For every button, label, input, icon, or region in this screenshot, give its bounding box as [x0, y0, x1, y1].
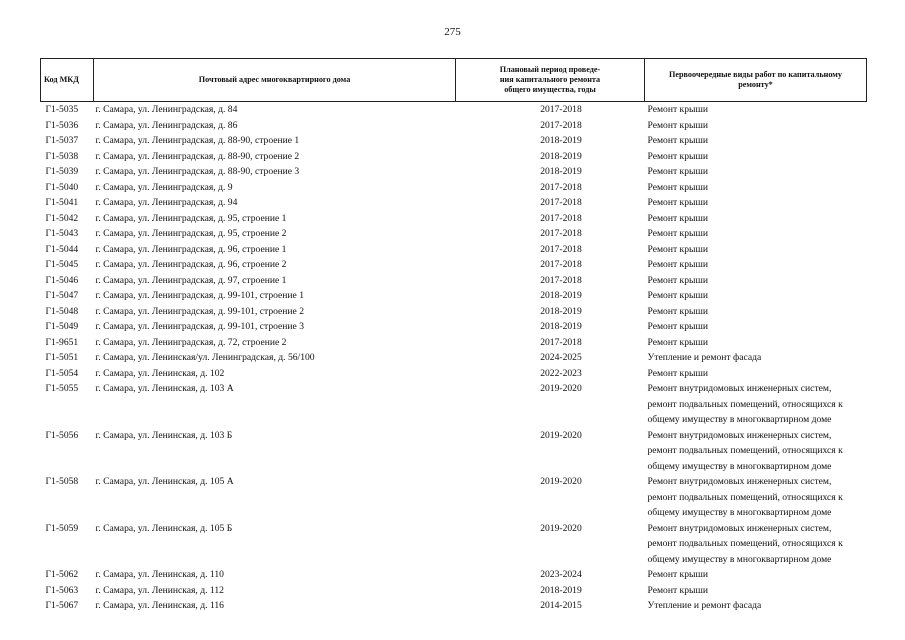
- code-cell: Г1-5042: [45, 212, 79, 224]
- period-cell: 2014-2015: [540, 600, 582, 611]
- work-cell: [645, 242, 867, 258]
- work-line: общему имуществу в многоквартирном доме: [647, 553, 832, 565]
- work-cell: [645, 521, 867, 568]
- period-cell: 2017-2018: [540, 274, 582, 286]
- work-line: Ремонт крыши: [647, 321, 708, 332]
- work-line: Ремонт крыши: [647, 181, 708, 193]
- period-cell: 2024-2025: [540, 352, 582, 363]
- code-cell: Г1-5036: [45, 119, 79, 131]
- page-number: 275: [444, 26, 461, 38]
- table-row: [41, 428, 867, 475]
- period-cell: 2017-2018: [540, 104, 582, 115]
- address-cell: г. Самара, ул. Ленинская, д. 103 Б: [95, 429, 233, 441]
- work-cell: [645, 381, 867, 428]
- address-cell: г. Самара, ул. Ленинградская, д. 99-101, строение 2: [95, 305, 305, 317]
- address-cell: г. Самара, ул. Ленинская, д. 103 А: [95, 383, 234, 394]
- code-cell: Г1-5059: [45, 522, 79, 534]
- address-cell: г. Самара, ул. Ленинградская, д. 9: [95, 181, 233, 193]
- work-line: Ремонт крыши: [647, 212, 708, 224]
- work-line: общему имуществу в многоквартирном доме: [647, 507, 832, 518]
- table-row: [41, 195, 867, 211]
- address-cell: г. Самара, ул. Ленинградская, д. 97, строение 1: [95, 274, 287, 286]
- table-row: [41, 319, 867, 335]
- table-row: [41, 273, 867, 289]
- work-cell: [645, 164, 867, 180]
- column-header-work: Первоочередные виды работ по капитальному ремонту*: [645, 59, 867, 102]
- address-cell: г. Самара, ул. Ленинградская, д. 99-101, строение 3: [95, 321, 305, 332]
- code-cell: Г1-5063: [45, 584, 79, 596]
- code-cell: Г1-5054: [45, 367, 79, 379]
- address-cell: г. Самара, ул. Ленинская, д. 110: [95, 569, 224, 580]
- period-cell: 2018-2019: [540, 305, 582, 317]
- address-cell: г. Самара, ул. Ленинградская, д. 88-90, строение 1: [95, 135, 300, 146]
- work-line: общему имуществу в многоквартирном доме: [647, 460, 832, 472]
- period-cell: 2019-2020: [540, 522, 582, 534]
- table-row: [41, 366, 867, 382]
- period-cell: 2017-2018: [540, 119, 582, 131]
- code-cell: Г1-5062: [45, 569, 79, 580]
- code-cell: Г1-5046: [45, 274, 79, 286]
- work-line: Ремонт крыши: [647, 243, 708, 255]
- work-line: Ремонт крыши: [647, 197, 708, 208]
- code-cell: Г1-5047: [45, 290, 79, 301]
- work-line: Ремонт крыши: [647, 367, 708, 379]
- address-cell: г. Самара, ул. Ленинградская, д. 95, строение 1: [95, 212, 287, 224]
- code-cell: Г1-5043: [45, 228, 79, 239]
- work-line: Ремонт внутридомовых инженерных систем,: [647, 383, 832, 394]
- work-line: ремонт подвальных помещений, относящихся к: [647, 398, 843, 410]
- address-cell: г. Самара, ул. Ленинградская, д. 88-90, строение 2: [95, 150, 300, 162]
- address-cell: г. Самара, ул. Ленинская, д. 112: [95, 584, 224, 596]
- column-header-address: Почтовый адрес многоквартирного дома: [94, 59, 456, 102]
- table-header: [41, 59, 867, 102]
- work-cell: [645, 567, 867, 583]
- code-cell: Г1-5035: [45, 104, 79, 115]
- work-line: Ремонт крыши: [647, 336, 708, 348]
- work-cell: [645, 149, 867, 165]
- address-cell: г. Самара, ул. Ленинская/ул. Ленинградская, д. 56/100: [95, 352, 315, 363]
- work-cell: [645, 335, 867, 351]
- table-row: [41, 304, 867, 320]
- period-cell: 2019-2020: [540, 383, 582, 394]
- code-cell: Г1-5058: [45, 476, 79, 487]
- column-header-code: Код МКД: [41, 59, 94, 102]
- address-cell: г. Самара, ул. Ленинградская, д. 95, строение 2: [95, 228, 287, 239]
- code-cell: Г1-5067: [45, 600, 79, 611]
- work-line: ремонт подвальных помещений, относящихся к: [647, 538, 843, 549]
- period-cell: 2018-2019: [540, 321, 582, 332]
- table-row: [41, 211, 867, 227]
- work-cell: [645, 366, 867, 382]
- address-cell: г. Самара, ул. Ленинградская, д. 99-101, строение 1: [95, 290, 305, 301]
- period-cell: 2017-2018: [540, 259, 582, 270]
- table-row: [41, 521, 867, 568]
- work-cell: [645, 273, 867, 289]
- code-cell: Г1-5039: [45, 166, 79, 177]
- address-cell: г. Самара, ул. Ленинская, д. 102: [95, 367, 225, 379]
- table-row: [41, 102, 867, 118]
- code-cell: Г1-5051: [45, 352, 79, 363]
- work-line: Ремонт крыши: [647, 104, 708, 115]
- code-cell: Г1-5038: [45, 150, 79, 162]
- work-cell: [645, 319, 867, 335]
- work-cell: [645, 195, 867, 211]
- period-cell: 2017-2018: [540, 243, 582, 255]
- address-cell: г. Самара, ул. Ленинская, д. 105 А: [95, 476, 234, 487]
- code-cell: Г1-5044: [45, 243, 79, 255]
- table-row: [41, 350, 867, 366]
- table-body: [41, 102, 867, 614]
- work-cell: [645, 180, 867, 196]
- table-row: [41, 474, 867, 521]
- work-cell: [645, 133, 867, 149]
- work-cell: [645, 350, 867, 366]
- period-cell: 2018-2019: [540, 166, 582, 177]
- work-cell: [645, 102, 867, 118]
- work-line: Ремонт крыши: [647, 290, 708, 301]
- housing-register-table: [40, 58, 867, 614]
- work-line: ремонт подвальных помещений, относящихся к: [647, 491, 843, 503]
- table-row: [41, 118, 867, 134]
- period-cell: 2017-2018: [540, 197, 582, 208]
- table-row: [41, 226, 867, 242]
- code-cell: Г1-5040: [45, 181, 79, 193]
- code-cell: Г1-5049: [45, 321, 79, 332]
- address-cell: г. Самара, ул. Ленинградская, д. 96, строение 1: [95, 243, 287, 255]
- period-cell: 2017-2018: [540, 228, 582, 239]
- code-cell: Г1-5055: [45, 383, 79, 394]
- work-line: Ремонт крыши: [647, 119, 708, 131]
- address-cell: г. Самара, ул. Ленинградская, д. 84: [95, 104, 238, 115]
- table-row: [41, 133, 867, 149]
- work-line: Ремонт крыши: [647, 150, 708, 162]
- code-cell: Г1-5056: [45, 429, 79, 441]
- work-cell: [645, 583, 867, 599]
- code-cell: Г1-9651: [45, 336, 79, 348]
- table-row: [41, 180, 867, 196]
- work-cell: [645, 226, 867, 242]
- code-cell: Г1-5045: [45, 259, 79, 270]
- code-cell: Г1-5048: [45, 305, 79, 317]
- work-line: ремонт подвальных помещений, относящихся к: [647, 445, 843, 456]
- period-cell: 2023-2024: [540, 569, 582, 580]
- table-row: [41, 149, 867, 165]
- work-line: Ремонт крыши: [647, 166, 708, 177]
- period-cell: 2018-2019: [540, 290, 582, 301]
- table-row: [41, 598, 867, 614]
- period-cell: 2022-2023: [540, 367, 582, 379]
- code-cell: Г1-5041: [45, 197, 79, 208]
- work-line: Утепление и ремонт фасада: [647, 600, 762, 611]
- work-line: Ремонт крыши: [647, 135, 708, 146]
- work-cell: [645, 304, 867, 320]
- address-cell: г. Самара, ул. Ленинская, д. 116: [95, 600, 224, 611]
- table-row: [41, 335, 867, 351]
- address-cell: г. Самара, ул. Ленинградская, д. 72, строение 2: [95, 336, 287, 348]
- period-cell: 2019-2020: [540, 476, 582, 487]
- work-line: Ремонт крыши: [647, 228, 708, 239]
- work-cell: [645, 428, 867, 475]
- table-row: [41, 567, 867, 583]
- work-cell: [645, 288, 867, 304]
- address-cell: г. Самара, ул. Ленинградская, д. 86: [95, 119, 238, 131]
- table-row: [41, 242, 867, 258]
- table-row: [41, 288, 867, 304]
- work-cell: [645, 474, 867, 521]
- code-cell: Г1-5037: [45, 135, 79, 146]
- work-line: Ремонт крыши: [647, 259, 708, 270]
- period-cell: 2017-2018: [540, 212, 582, 224]
- work-line: Ремонт крыши: [647, 569, 708, 580]
- work-line: Ремонт внутридомовых инженерных систем,: [647, 429, 832, 441]
- address-cell: г. Самара, ул. Ленинградская, д. 88-90, строение 3: [95, 166, 300, 177]
- work-line: Ремонт внутридомовых инженерных систем,: [647, 476, 832, 487]
- work-line: Ремонт крыши: [647, 305, 708, 317]
- column-header-period: Плановый период проведе- ния капитального ремонта общего имущества, годы: [456, 59, 645, 102]
- period-cell: 2019-2020: [540, 429, 582, 441]
- table-row: [41, 164, 867, 180]
- table-row: [41, 583, 867, 599]
- table-row: [41, 257, 867, 273]
- table-row: [41, 381, 867, 428]
- address-cell: г. Самара, ул. Ленинская, д. 105 Б: [95, 522, 233, 534]
- period-cell: 2017-2018: [540, 181, 582, 193]
- work-cell: [645, 118, 867, 134]
- work-cell: [645, 211, 867, 227]
- period-cell: 2018-2019: [540, 584, 582, 596]
- address-cell: г. Самара, ул. Ленинградская, д. 96, строение 2: [95, 259, 287, 270]
- work-line: общему имуществу в многоквартирном доме: [647, 414, 832, 425]
- period-cell: 2018-2019: [540, 135, 582, 146]
- work-cell: [645, 598, 867, 614]
- work-line: Ремонт крыши: [647, 584, 708, 596]
- period-cell: 2018-2019: [540, 150, 582, 162]
- work-cell: [645, 257, 867, 273]
- address-cell: г. Самара, ул. Ленинградская, д. 94: [95, 197, 238, 208]
- work-line: Утепление и ремонт фасада: [647, 352, 762, 363]
- work-line: Ремонт крыши: [647, 274, 708, 286]
- period-cell: 2017-2018: [540, 336, 582, 348]
- work-line: Ремонт внутридомовых инженерных систем,: [647, 522, 832, 534]
